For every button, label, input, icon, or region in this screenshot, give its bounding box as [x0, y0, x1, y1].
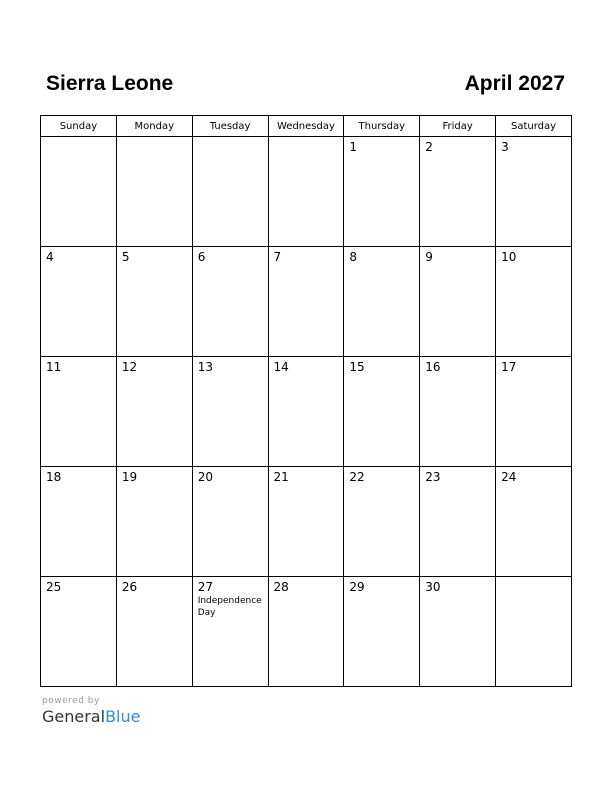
country-title: Sierra Leone: [46, 72, 174, 95]
brand-logo: [42, 707, 140, 726]
day-number: 6: [197, 250, 206, 264]
day-cell: [496, 137, 572, 247]
day-cell: [192, 247, 268, 357]
day-cell: [41, 137, 117, 247]
day-number: 1: [349, 140, 358, 154]
day-number: 21: [273, 470, 289, 484]
weekday-thursday: Thursday: [344, 116, 420, 137]
day-cell: [116, 137, 192, 247]
day-cell: [192, 357, 268, 467]
day-number: 13: [197, 360, 213, 374]
day-number: 22: [349, 470, 365, 484]
day-cell: [41, 467, 117, 577]
day-cell: [268, 467, 344, 577]
day-number: 27: [197, 580, 213, 594]
week-row: [41, 357, 572, 467]
day-cell: [116, 357, 192, 467]
day-number: 28: [273, 580, 289, 594]
weekday-header-row: [41, 116, 572, 137]
day-cell: [116, 577, 192, 687]
weekday-wednesday: Wednesday: [268, 116, 344, 137]
day-cell: [496, 467, 572, 577]
day-cell: [420, 467, 496, 577]
weekday-friday: Friday: [420, 116, 496, 137]
day-number: 17: [501, 360, 517, 374]
brand-general: General: [42, 707, 106, 726]
day-number: 5: [121, 250, 130, 264]
day-cell: [268, 357, 344, 467]
day-number: 20: [197, 470, 213, 484]
day-cell: [420, 577, 496, 687]
day-number: 15: [349, 360, 365, 374]
powered-by-text: powered by: [42, 696, 100, 706]
day-cell: [344, 137, 420, 247]
day-cell: [496, 357, 572, 467]
day-cell: [268, 247, 344, 357]
weekday-tuesday: Tuesday: [192, 116, 268, 137]
calendar-grid: [40, 115, 572, 687]
week-row: [41, 577, 572, 687]
day-cell: [116, 247, 192, 357]
day-cell: [344, 357, 420, 467]
day-number: 25: [46, 580, 62, 594]
week-row: [41, 137, 572, 247]
day-cell: [420, 137, 496, 247]
weekday-saturday: Saturday: [496, 116, 572, 137]
day-number: 3: [501, 140, 509, 154]
day-cell: [192, 467, 268, 577]
day-number: 18: [46, 470, 62, 484]
day-cell: [344, 247, 420, 357]
weekday-monday: Monday: [116, 116, 192, 137]
day-cell: [344, 577, 420, 687]
brand-blue: Blue: [105, 707, 141, 726]
day-cell: [41, 577, 117, 687]
day-number: 24: [501, 470, 517, 484]
day-cell: [420, 357, 496, 467]
weekday-sunday: Sunday: [41, 116, 117, 137]
day-number: 12: [121, 360, 138, 374]
day-cell: [41, 247, 117, 357]
day-cell: [420, 247, 496, 357]
week-row: [41, 247, 572, 357]
day-cell: [268, 137, 344, 247]
day-number: 11: [46, 360, 62, 374]
day-number: 23: [425, 470, 441, 484]
footer-logo: [42, 696, 140, 726]
day-number: 2: [425, 140, 433, 154]
day-number: 19: [121, 470, 138, 484]
day-number: 8: [349, 250, 358, 264]
day-cell: [116, 467, 192, 577]
day-number: 29: [349, 580, 365, 594]
day-number: 10: [501, 250, 517, 264]
day-number: 16: [425, 360, 441, 374]
holiday-label: Independence Day: [197, 596, 262, 618]
day-cell: [496, 577, 572, 687]
day-cell: [41, 357, 117, 467]
day-cell: [192, 137, 268, 247]
day-cell: [192, 577, 268, 687]
day-number: 26: [121, 580, 138, 594]
day-number: 30: [425, 580, 441, 594]
day-cell: [496, 247, 572, 357]
day-number: 9: [425, 250, 433, 264]
day-cell: [344, 467, 420, 577]
day-number: 7: [273, 250, 282, 264]
day-cell: [268, 577, 344, 687]
day-number: 14: [273, 360, 289, 374]
day-number: 4: [46, 250, 54, 264]
week-row: [41, 467, 572, 577]
month-year-title: April 2027: [464, 72, 565, 95]
